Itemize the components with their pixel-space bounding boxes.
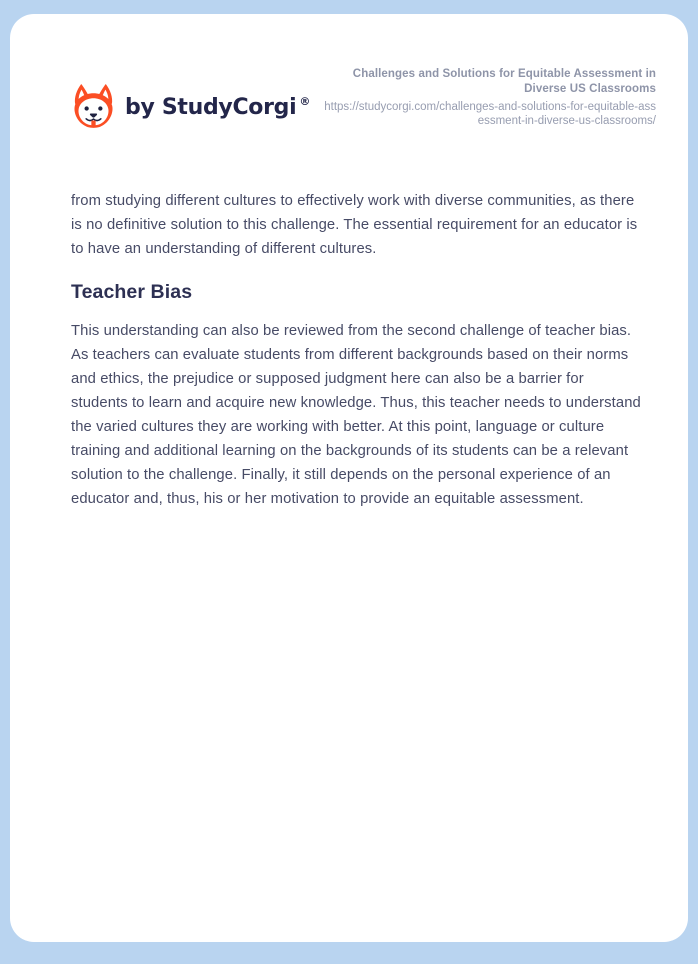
document-url: https://studycorgi.com/challenges-and-solutions-for-equitable-assessment-in-diverse-us-classrooms/ (324, 101, 656, 127)
section-heading: Teacher Bias (71, 281, 193, 303)
section-paragraph: This understanding can also be reviewed from the second challenge of teacher bias. As teachers can evaluate students from different backgrounds based on their norms and ethics, the prejudice or supposed judgment here can also be a barrier for students to learn and acquire new knowledge. Thus, this teacher needs to understand the varied cultures they are working with better. At this point, language or culture training and additional learning on the backgrounds of its students can be a relevant solution to the challenge. Finally, it still depends on the personal experience of an educator and, thus, his or her motivation to provide an equitable assessment. (71, 323, 641, 507)
brand-text (125, 95, 310, 120)
document-title: Challenges and Solutions for Equitable Assessment in Diverse US Classrooms (352, 68, 656, 95)
studycorgi-logo (71, 83, 310, 131)
document-body (10, 189, 688, 511)
corgi-logo-icon (71, 83, 116, 131)
brand-name: by StudyCorgi (125, 94, 297, 120)
document-header (10, 14, 688, 131)
intro-paragraph: from studying different cultures to effectively work with diverse communities, as there is no definitive solution to this challenge. The essential requirement for an educator is to have an understanding of different cultures. (71, 193, 638, 257)
document-card (10, 14, 688, 942)
document-meta (322, 67, 656, 128)
registered-trademark: ® (299, 94, 311, 108)
